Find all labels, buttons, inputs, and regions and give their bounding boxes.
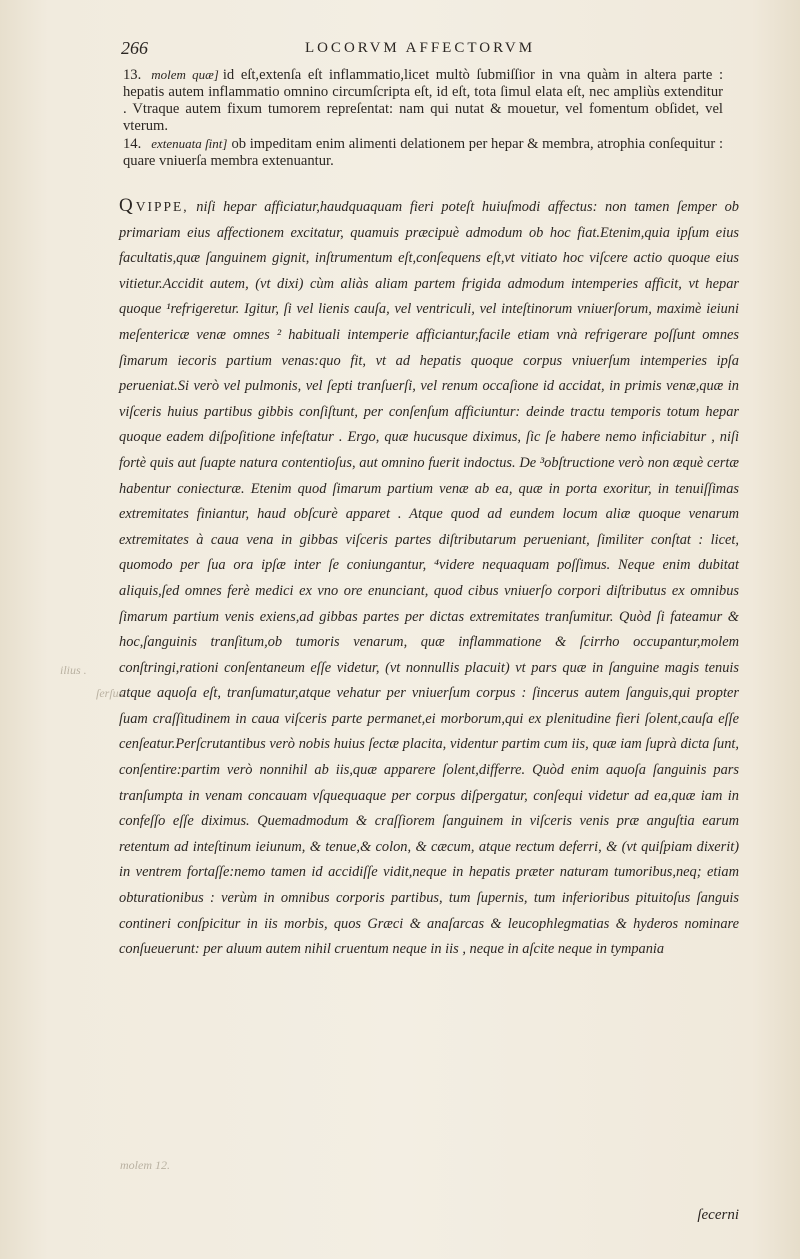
commentary-notes: [123, 66, 723, 170]
note-13: [123, 66, 723, 135]
catchword: ſecerni: [697, 1207, 739, 1223]
main-text: [119, 193, 739, 963]
show-through-text: molem 12.: [120, 1158, 170, 1172]
page-number: 266: [121, 38, 148, 58]
opening-word: VIPPE,: [135, 199, 189, 214]
note-lemma: molem quæ]: [151, 67, 219, 82]
note-number: 13.: [123, 67, 142, 83]
note-text: id eſt,extenſa eſt inflammatio,licet multò ſubmiſſior in vna quàm in altera parte : hepatis autem inflammatio omnino circumſcripta eſt, id eſt, tota ſimul elata eſt, nec ampliùs extenditur . Vtraque autem fixum tumorem repreſentat: nam qui nutat & mouetur, vel fomentum obſidet, vel vterum.: [123, 67, 724, 134]
show-through-text: ſerſus: [96, 686, 124, 700]
running-title: LOCORVM AFFECTORVM: [304, 40, 536, 56]
note-lemma: extenuata ſint]: [151, 136, 228, 151]
initial-letter: Q: [119, 195, 134, 216]
show-through-text: ilius .: [60, 663, 87, 677]
note-number: 14.: [123, 136, 142, 152]
note-14: [123, 135, 723, 170]
note-text: ob impeditam enim alimenti delationem per hepar & membra, atrophia conſequitur : quare vniuerſa membra extenuantur.: [123, 136, 723, 169]
main-text-body: niſi hepar afficiatur,haudquaquam fieri poteſt huiuſmodi affectus: non tamen ſemper ob primariam eius affectionem excitatur, quamuis præcipuè admodum ob hoc fiat.Etenim,quia ipſum eius facultatis,quæ ſanguinem gignit, inſtrumentum eſt,conſequens eſt,vt vitiato hoc viſcere actio quoque eius vitietur.Accidit autem, (vt dixi) cùm aliàs aliam partem frigida admodum intemperies afficit, vt hepar quoque ¹refrigeretur. Igitur, ſi vel lienis cauſa, vel ventriculi, vel inteſtinorum vniuerſorum, maximè ieiuni meſentericæ venæ omnes ² habituali intemperie afficiantur,facile etiam vnà refrigerare poſſunt omnes ſimarum iecoris partium venas:quo fit, vt ad hepatis quoque corpus vniuerſum intemperies ipſa perueniat.Si verò vel pulmonis, vel ſepti tranſuerſi, vel renum occaſione id accidat, in primis venæ,quæ in viſceris huius partibus gibbis conſiſtunt, per conſenſum afficiuntur: deinde tractu temporis totum hepar quoque eadem diſpoſitione infeſtatur . Ergo, quæ hucusque diximus, ſic ſe habere nemo inficiabitur , niſi fortè quis aut ſuapte natura contentioſus, aut omnino fuerit indoctus. De ³obſtructione verò non æquè certæ habentur coniecturæ. Etenim quod ſimarum partium venæ ab ea, quæ in porta exoritur, in tenuiſſimas extremitates finiantur, haud obſcurè apparet . Atque quod ad eundem locum aliæ quoque venarum extremitates à caua vena in gibbas viſceris partes diſtributarum perueniant, ſimiliter conſtat : licet, quomodo per ſua ora ipſæ inter ſe coniungantur, ⁴videre nequaquam poſſimus. Neque enim dubitat aliquis,ſed omnes ferè medici ex vno ore enunciant, quod cibus vniuerſo corpori diſtributus ex omnibus ſimarum partium venis exiens,ad gibbas partes per dictas extremitates tranſumitur. Quòd ſi fateamur & hoc,ſanguinis tranſitum,ob tumoris venarum, quæ inflammatione & ſcirrho occupantur,molem conſtringi,rationi conſentaneum eſſe videtur, (vt nonnullis placuit) vt pars quæ in ſanguine magis tenuis atque aquoſa eſt, tranſumatur,atque vehatur per vniuerſum corpus : ſincerus autem ſanguis,qui propter ſuam craſſitudinem in caua viſceris parte permanet,ei morborum,qui ex plenitudine fieri ſolent,cauſa eſſe cenſeatur.Perſcrutantibus verò nobis huius ſectæ placita, videntur partim cum iis, quæ iam ſuprà dicta ſunt, conſentire:partim verò nonnihil ab iis,quæ apparere ſolent,differre. Quòd enim aquoſa ſanguinis pars tranſumpta in venam concauam vſquequaque per corpus diſpergatur, conſequi videtur ad ea,quæ iam in confeſſo eſſe diximus. Quemadmodum & craſſiorem ſanguinem in viſceris venis præ anguſtia earum retentum ad inteſtinum ieiunum, & tenue,& colon, & cæcum, atque rectum deferri, & (vt quiſpiam dixerit) in ventrem fortaſſe:nemo tamen id accidiſſe vidit,neque in hepatis præter naturam tumoribus,neq; etiam obturationibus : verùm in omnibus corporis partibus, tum ſupernis, tum inferioribus pituitoſus ſanguis contineri conſpicitur in iis morbis, quos Græci & anaſarcas & leucophlegmatias & hyderos nominare conſueuerunt: per aluum autem nihil cruentum neque in iis , neque in aſcite neque in tympania: [119, 199, 739, 958]
